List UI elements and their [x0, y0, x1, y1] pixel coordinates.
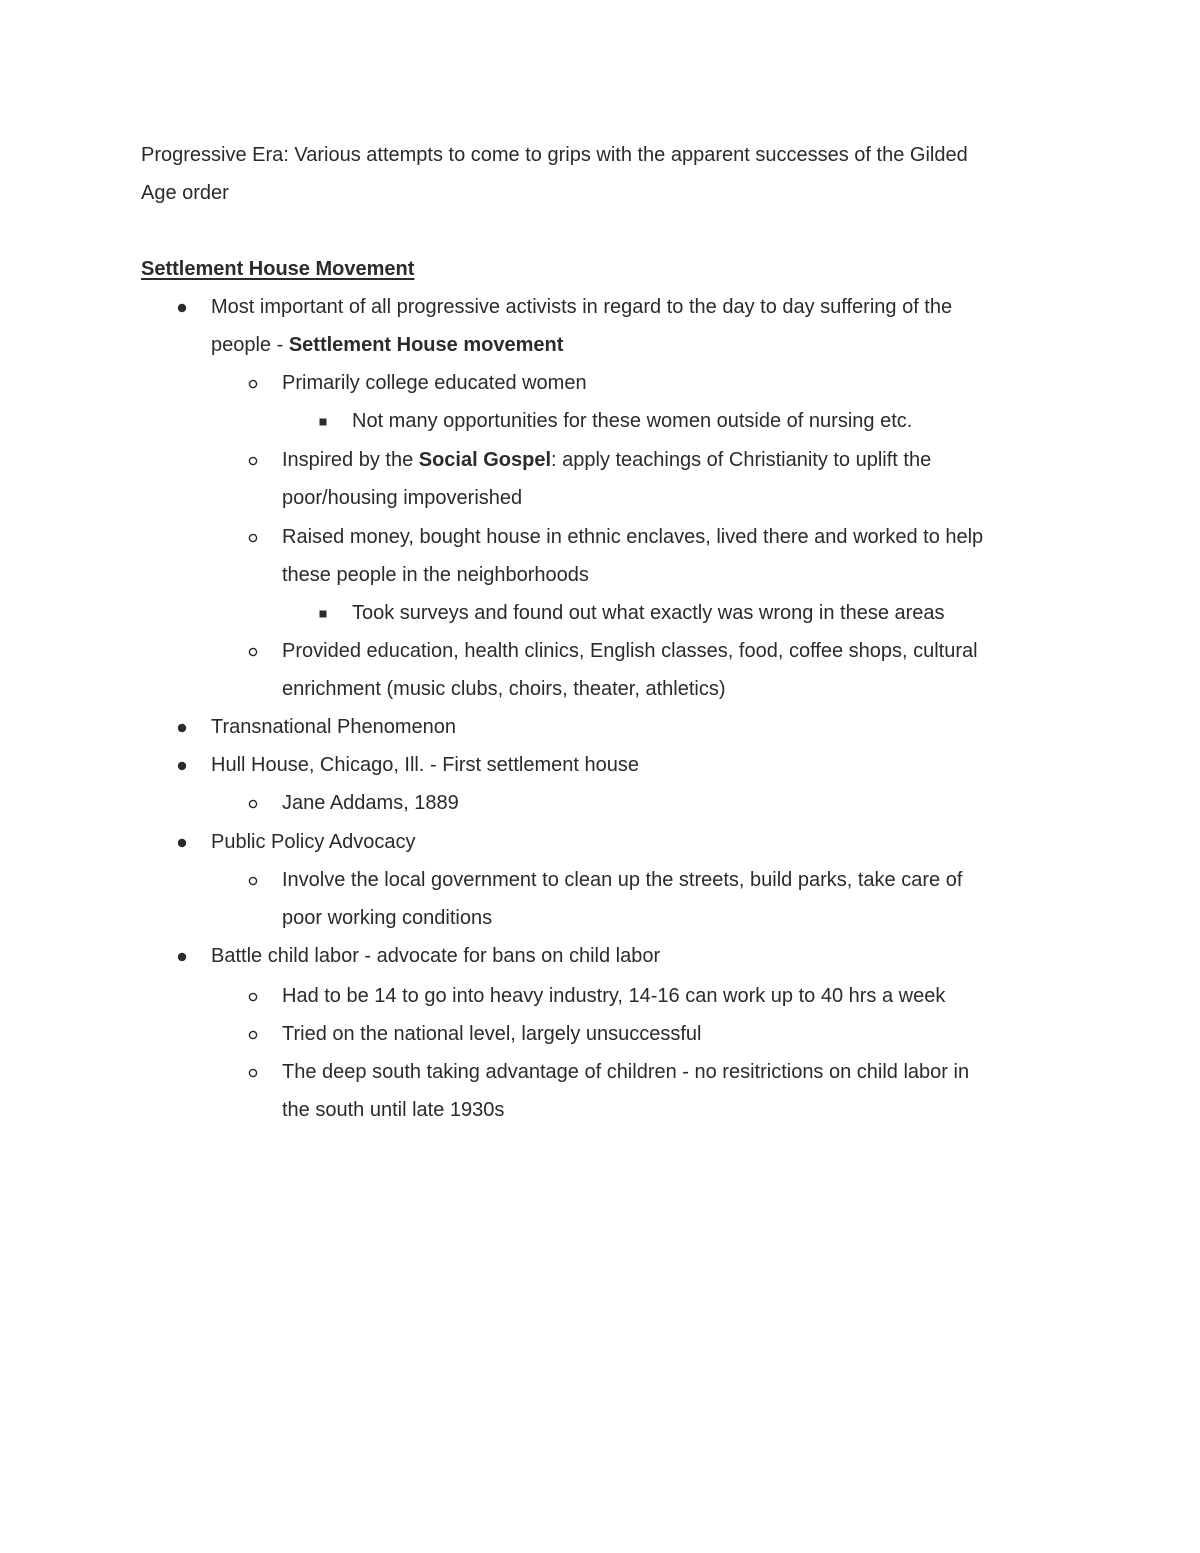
intro-paragraph [141, 136, 1061, 212]
list-item-provided: Provided education, health clinics, English classes, food, coffee shops, cultural [282, 640, 978, 662]
list-item-social-gospel-cont: poor/housing impoverished [282, 487, 523, 509]
list-item-social-gospel [282, 441, 931, 479]
hollow-circle-bullet-icon [248, 799, 258, 809]
square-bullet-icon [318, 417, 328, 427]
filled-circle-bullet-icon [177, 303, 187, 313]
hollow-circle-bullet-icon [248, 647, 258, 657]
list-item-surveys: Took surveys and found out what exactly was wrong in these areas [352, 602, 945, 624]
list-item-provided-cont: enrichment (music clubs, choirs, theater, athletics) [282, 678, 726, 700]
list-item-involve: Involve the local government to clean up the streets, build parks, take care of [282, 869, 963, 891]
filled-circle-bullet-icon [177, 761, 187, 771]
list-item-child-labor: Battle child labor - advocate for bans on child labor [211, 945, 661, 967]
filled-circle-bullet-icon [177, 723, 187, 733]
text-run: people - [211, 334, 289, 356]
hollow-circle-bullet-icon [248, 1068, 258, 1078]
text-run: Inspired by the [282, 449, 419, 471]
hollow-circle-bullet-icon [248, 992, 258, 1002]
list-item-most-important: Most important of all progressive activists in regard to the day to day suffering of the [211, 296, 953, 318]
list-item-college-women: Primarily college educated women [282, 372, 587, 394]
list-item-public-policy: Public Policy Advocacy [211, 831, 416, 853]
hollow-circle-bullet-icon [248, 456, 258, 466]
hollow-circle-bullet-icon [248, 379, 258, 389]
intro-line-2: Age order [141, 182, 229, 204]
bold-text-run: Social Gospel [418, 449, 552, 471]
list-item-hull-house: Hull House, Chicago, Ill. - First settlement house [211, 754, 639, 776]
list-item-jane-addams: Jane Addams, 1889 [282, 792, 459, 814]
list-item-involve-cont: poor working conditions [282, 907, 493, 929]
intro-line-1: Progressive Era: Various attempts to come to grips with the apparent successes of the Gilded [141, 144, 968, 166]
hollow-circle-bullet-icon [248, 533, 258, 543]
list-item-deep-south: The deep south taking advantage of children - no resitrictions on child labor in [282, 1061, 970, 1083]
filled-circle-bullet-icon [177, 952, 187, 962]
list-item-raised-money-cont: these people in the neighborhoods [282, 564, 589, 586]
filled-circle-bullet-icon [177, 838, 187, 848]
list-item-most-important-cont [211, 326, 563, 364]
list-item-deep-south-cont: the south until late 1930s [282, 1099, 505, 1121]
list-item-national-level: Tried on the national level, largely unsuccessful [282, 1023, 702, 1045]
section-heading: Settlement House Movement [141, 258, 415, 280]
bold-text-run: Settlement House movement [288, 334, 564, 356]
list-item-age-14: Had to be 14 to go into heavy industry, 14-16 can work up to 40 hrs a week [282, 985, 946, 1007]
square-bullet-icon [318, 609, 328, 619]
hollow-circle-bullet-icon [248, 876, 258, 886]
text-run: : apply teachings of Christianity to uplift the [551, 449, 932, 471]
list-item-transnational: Transnational Phenomenon [211, 716, 456, 738]
list-item-few-opportunities: Not many opportunities for these women outside of nursing etc. [352, 410, 913, 432]
hollow-circle-bullet-icon [248, 1030, 258, 1040]
list-item-raised-money: Raised money, bought house in ethnic enclaves, lived there and worked to help [282, 526, 984, 548]
